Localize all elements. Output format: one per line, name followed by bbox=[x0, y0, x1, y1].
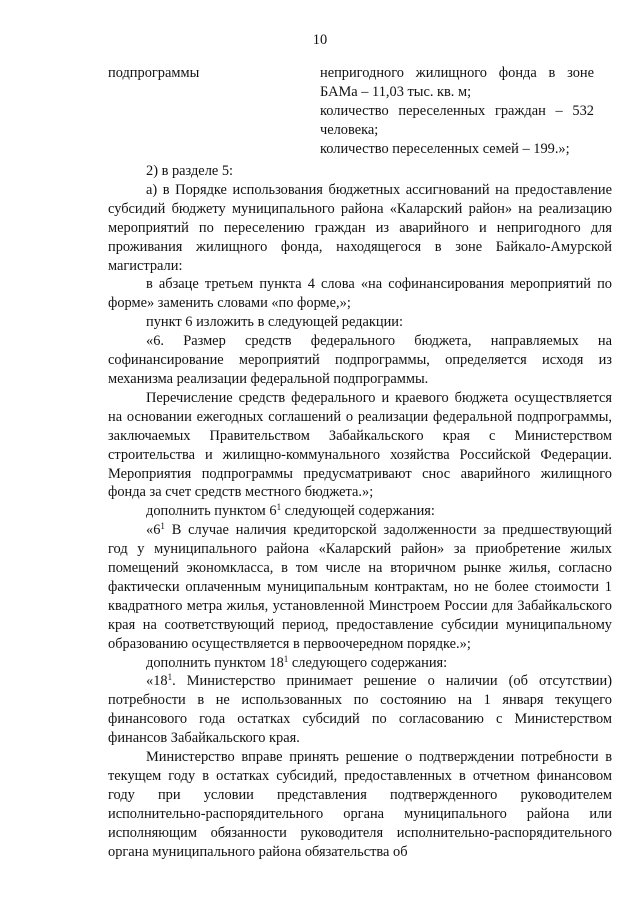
paragraph-item-4: в абзаце третьем пункта 4 слова «на софинансирования мероприятий по форме» заменить словами «по форме,»; bbox=[108, 276, 612, 312]
paragraph-item-6: «6. Размер средств федерального бюджета, направляемых на софинансирование мероприятий подпрограммы, определяется исходя из механизма реализации федеральной подпрограммы. bbox=[108, 333, 612, 387]
paragraph-item-6-intro: пункт 6 изложить в следующей редакции: bbox=[146, 314, 403, 331]
paragraph-item-18-1: «$18^1$. Министерство принимает решение о наличии (об отсутствии) потребности в не использованных по состоянию на 1 января текущего финансового года остатках субсидий по согласованию с Министерством финансов Забайкальского края. bbox=[108, 672, 612, 747]
table-line: непригодного жилищного фонда в зоне БАМа – 11,03 тыс. кв. м; bbox=[320, 65, 594, 100]
paragraph-item-6-1: «$6^1$ В случае наличия кредиторской задолженности за предшествующий год у муниципального района «Каларский район» за приобретение жилых помещений экономкласса, в том числе на вторичном рынке жилья, согласно фактически оплаченным муниципальным контрактам, но не более стоимости 1 квадратного метра жилья, установленной Минстроем России для Забайкальского края на соответствующий период, предоставление субсидии муниципальному образованию осуществляется в первоочередном порядке.»; bbox=[108, 521, 612, 652]
paragraph-add-item-6-1: дополнить пунктом $6^1$ следующей содержания: bbox=[146, 502, 435, 520]
table-line: количество переселенных граждан – 532 человека; bbox=[320, 102, 594, 138]
page-number: 10 bbox=[312, 32, 328, 48]
paragraph-add-item-18-1: дополнить пунктом $18^1$ следующего содержания: bbox=[146, 653, 448, 671]
document-body bbox=[108, 162, 612, 862]
table-right-cell bbox=[320, 64, 594, 159]
paragraph-transfer: Перечисление средств федерального и краевого бюджета осуществляется на основании ежегодных соглашений о реализации федеральной подпрограммы, заключаемых Правительством Забайкальского края с Министерством строительства и жилищно-коммунального хозяйства Российской Федерации. Мероприятия подпрограммы предусматривают снос аварийного жилищного фонда за счет средств местного бюджета.»; bbox=[108, 389, 612, 501]
paragraph-ministry: Министерство вправе принять решение о подтверждении потребности в текущем году в остатках субсидий, предоставленных в отчетном финансовом году при условии представления подтвержденного руководителем исполнительно-распорядительного органа муниципального района или исполняющим обязанности руководителя исполнительно-распорядительного органа муниципального района обязательства об bbox=[108, 749, 612, 860]
table-line: количество переселенных семей – 199.»; bbox=[320, 140, 570, 157]
paragraph-order: а) в Порядке использования бюджетных ассигнований на предоставление субсидий бюджету муниципального района «Каларский район» на реализацию мероприятий по переселению граждан из аварийного и непригодного для проживания жилищного фонда, находящегося в зоне Байкало-Амурской магистрали: bbox=[108, 181, 612, 274]
paragraph-section-5: 2) в разделе 5: bbox=[146, 163, 234, 179]
table-left-cell: подпрограммы bbox=[108, 65, 200, 81]
